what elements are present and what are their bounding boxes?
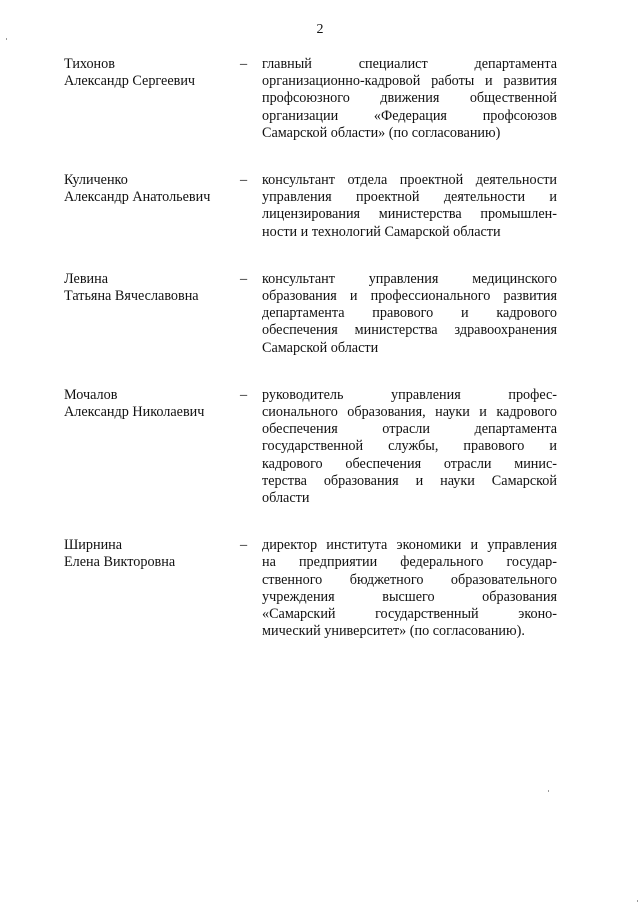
member-entry [0, 387, 640, 507]
position-line: лицензирования министерства промышлен- [262, 206, 557, 223]
member-given-names: Александр Анатольевич [64, 189, 211, 206]
position-line: ственного бюджетного образовательного [262, 571, 557, 588]
position-line: главный специалист департамента [262, 56, 557, 72]
position-line: ности и технологий Самарской области [262, 223, 501, 240]
member-entry [0, 172, 640, 241]
dash-separator: – [240, 172, 248, 189]
member-entry [0, 56, 640, 142]
dash-separator: – [240, 537, 248, 554]
position-line: учреждения высшего образования [262, 588, 557, 605]
position-line: «Самарский государственный эконо- [262, 606, 557, 623]
member-name [64, 537, 236, 571]
member-surname: Ширнина [64, 537, 123, 554]
position-line: консультант отдела проектной деятельности [262, 172, 557, 189]
position-line: Самарской области» (по согласованию) [262, 124, 501, 141]
member-name [64, 387, 236, 421]
position-line: Самарской области [262, 339, 379, 356]
position-line: руководитель управления профес- [262, 386, 557, 403]
member-name [64, 56, 236, 90]
position-line: консультант управления медицинского [262, 270, 557, 287]
position-line: организации «Федерация профсоюзов [262, 107, 557, 124]
member-name [64, 172, 236, 206]
position-line: кадрового обеспечения отрасли минис- [262, 455, 557, 472]
member-given-names: Елена Викторовна [64, 554, 176, 571]
member-entry [0, 537, 640, 640]
position-line: сионального образования, науки и кадрового [262, 404, 557, 421]
dash-separator: – [240, 56, 248, 72]
member-given-names: Татьяна Вячеславовна [64, 288, 199, 305]
member-position [262, 387, 557, 507]
position-line: обеспечения отрасли департамента [262, 421, 557, 438]
position-line: управления проектной деятельности и [262, 189, 557, 206]
scan-speck [548, 790, 549, 792]
dash-separator: – [240, 386, 248, 403]
member-surname: Левина [64, 270, 109, 287]
member-position [262, 172, 557, 241]
member-position [262, 56, 557, 142]
member-name [64, 271, 236, 305]
position-line: обеспечения министерства здравоохранения [262, 322, 557, 339]
position-line: организационно-кадровой работы и развития [262, 73, 557, 90]
member-position [262, 271, 557, 357]
member-position [262, 537, 557, 640]
position-line: области [262, 490, 310, 507]
position-line: мический университет» (по согласованию). [262, 623, 525, 640]
scan-speck [637, 900, 638, 902]
position-line: директор института экономики и управления [262, 537, 557, 554]
position-line: департамента правового и кадрового [262, 305, 557, 322]
page-number: 2 [316, 22, 324, 37]
member-given-names: Александр Сергеевич [64, 73, 196, 90]
position-line: образования и профессионального развития [262, 288, 557, 305]
scan-speck [6, 38, 7, 40]
position-line: на предприятии федерального государ- [262, 554, 557, 571]
member-given-names: Александр Николаевич [64, 404, 205, 421]
member-surname: Куличенко [64, 172, 128, 189]
members-list [0, 56, 640, 670]
position-line: профсоюзного движения общественной [262, 90, 557, 107]
member-surname: Мочалов [64, 386, 118, 403]
position-line: терства образования и науки Самарской [262, 472, 557, 489]
position-line: государственной службы, правового и [262, 438, 557, 455]
member-surname: Тихонов [64, 56, 115, 72]
dash-separator: – [240, 270, 248, 287]
member-entry [0, 271, 640, 357]
